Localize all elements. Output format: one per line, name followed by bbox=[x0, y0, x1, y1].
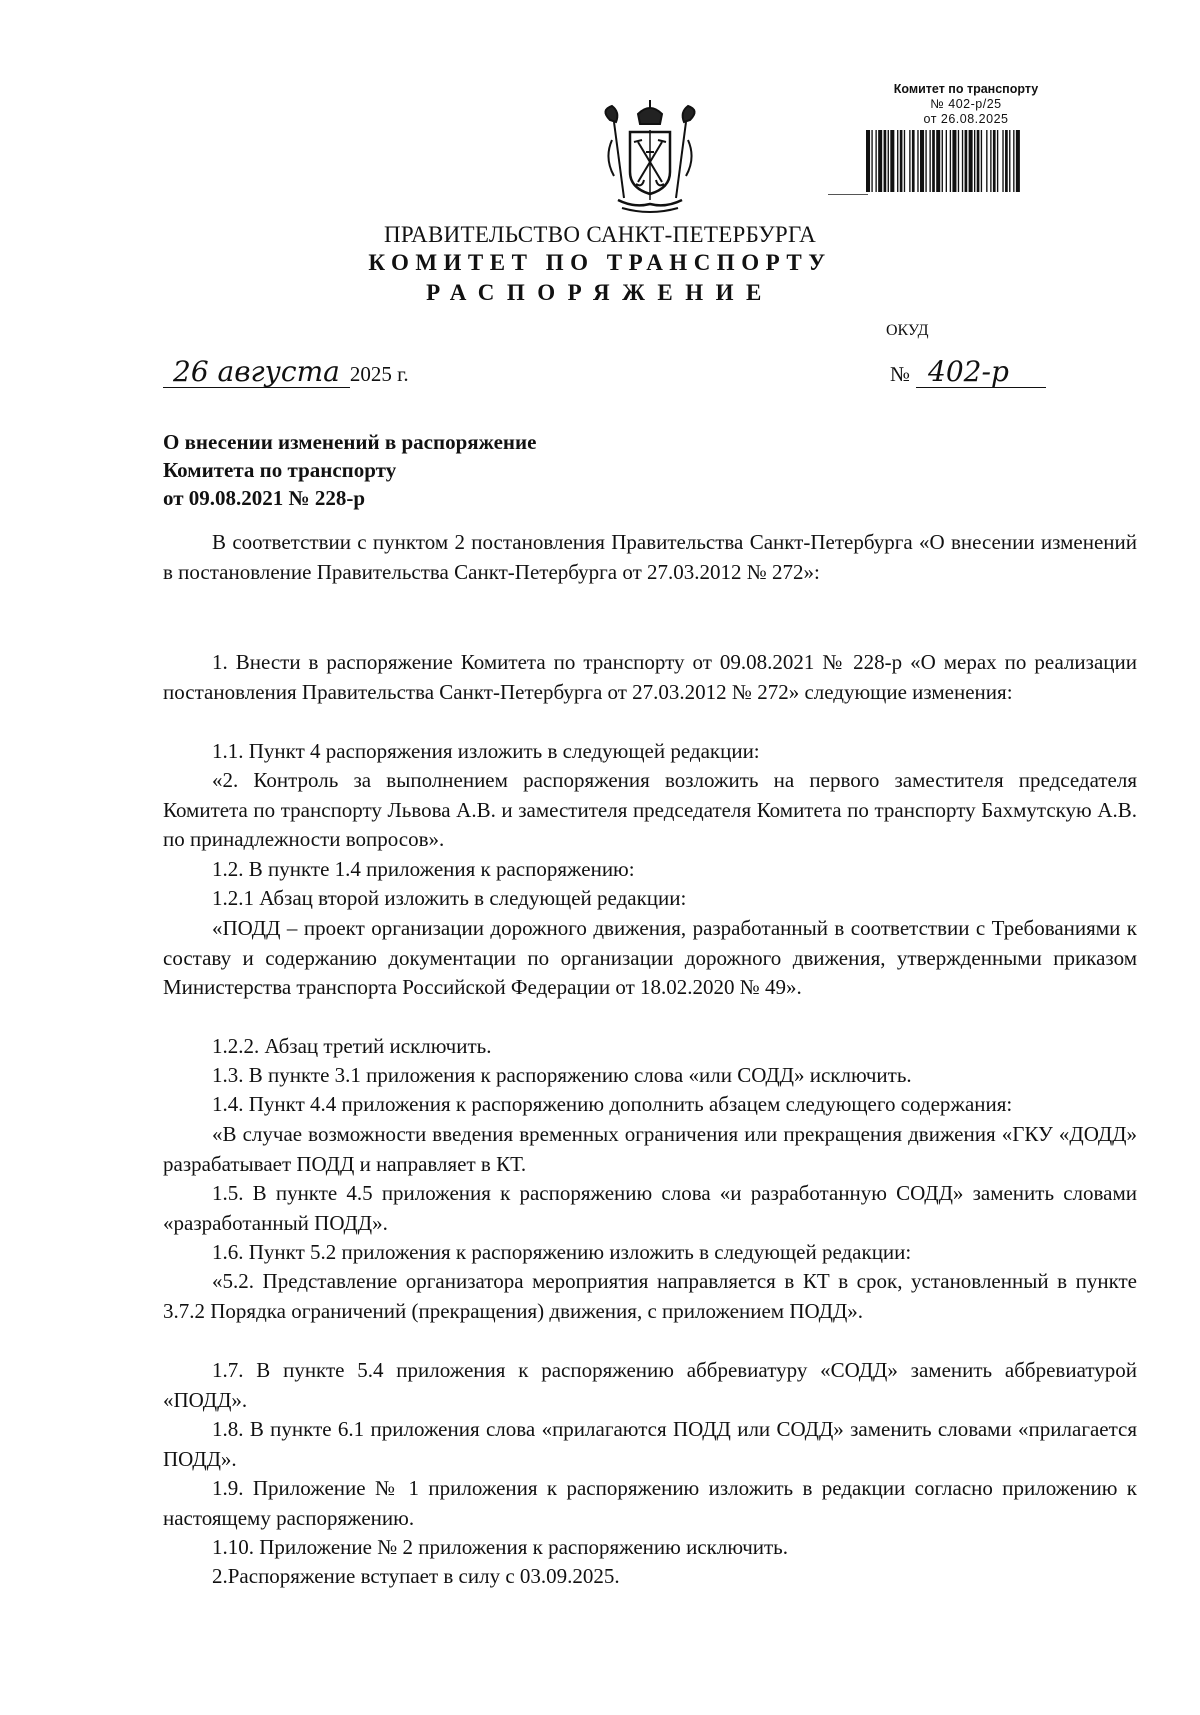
stamp-number: № 402-р/25 bbox=[930, 97, 1002, 111]
stamp-date: от 26.08.2025 bbox=[923, 112, 1009, 126]
paragraph-1-2-1: 1.2.1 Абзац второй изложить в следующей редакции: bbox=[212, 886, 687, 910]
document-type-heading: РАСПОРЯЖЕНИЕ bbox=[426, 280, 774, 305]
subject-line: О внесении изменений в распоряжение bbox=[163, 430, 537, 454]
barcode bbox=[866, 130, 1072, 192]
paragraph-1-2-1-quote: «ПОДД – проект организации дорожного движения, разработанный в соответствии с Требованиями к составу и содержанию документации по организации дорожного движения, утвержденными приказом Министерства транспорта Российской Федерации от 18.02.2020 № 49». bbox=[163, 916, 1137, 999]
barcode-underline bbox=[828, 194, 868, 195]
preamble-paragraph: В соответствии с пунктом 2 постановления Правительства Санкт-Петербурга «О внесении изменений в постановление Правительства Санкт-Петербурга от 27.03.2012 № 272»: bbox=[163, 530, 1137, 584]
paragraph-1-4: 1.4. Пункт 4.4 приложения к распоряжению дополнить абзацем следующего содержания: bbox=[212, 1092, 1013, 1116]
paragraph-1: 1. Внести в распоряжение Комитета по транспорту от 09.08.2021 № 228-р «О мерах по реализации постановления Правительства Санкт-Петербурга от 27.03.2012 № 272» следующие изменения: bbox=[163, 650, 1137, 704]
committee-heading: КОМИТЕТ ПО ТРАНСПОРТУ bbox=[368, 250, 832, 275]
paragraph-1-2: 1.2. В пункте 1.4 приложения к распоряжению: bbox=[212, 857, 635, 881]
paragraph-1-3: 1.3. В пункте 3.1 приложения к распоряжению слова «или СОДД» исключить. bbox=[212, 1063, 912, 1087]
document-date bbox=[163, 357, 409, 388]
paragraph-1-5: 1.5. В пункте 4.5 приложения к распоряжению слова «и разработанную СОДД» заменить словами «разработанный ПОДД». bbox=[163, 1181, 1137, 1235]
paragraph-1-10: 1.10. Приложение № 2 приложения к распоряжению исключить. bbox=[212, 1535, 789, 1559]
registration-stamp bbox=[866, 82, 1066, 127]
stamp-title: Комитет по транспорту bbox=[893, 82, 1039, 96]
paragraph-1-8: 1.8. В пункте 6.1 приложения слова «прилагаются ПОДД или СОДД» заменить словами «прилагается ПОДД». bbox=[163, 1417, 1137, 1471]
paragraph-1-2-2: 1.2.2. Абзац третий исключить. bbox=[212, 1034, 492, 1058]
number-prefix: № bbox=[890, 362, 911, 386]
coat-of-arms-emblem bbox=[590, 100, 710, 216]
paragraph-1-9: 1.9. Приложение № 1 приложения к распоряжению изложить в редакции согласно приложению к настоящему распоряжению. bbox=[163, 1476, 1137, 1530]
handwritten-date: 26 августа bbox=[163, 357, 350, 388]
paragraph-2: 2.Распоряжение вступает в силу с 03.09.2025. bbox=[212, 1564, 620, 1588]
date-year: 2025 г. bbox=[349, 362, 409, 386]
paragraph-1-4-quote: «В случае возможности введения временных ограничения или прекращения движения «ГКУ «ДОДД» разрабатывает ПОДД и направляет в КТ. bbox=[163, 1122, 1137, 1176]
document-number bbox=[890, 357, 1046, 388]
paragraph-1-7: 1.7. В пункте 5.4 приложения к распоряжению аббревиатуру «СОДД» заменить аббревиатурой «ПОДД». bbox=[163, 1358, 1137, 1412]
okud-label: ОКУД bbox=[886, 322, 929, 339]
subject-line: Комитета по транспорту bbox=[163, 458, 397, 482]
paragraph-1-1-quote: «2. Контроль за выполнением распоряжения возложить на первого заместителя председателя Комитета по транспорту Львова А.В. и заместителя председателя Комитета по транспорту Бахмутскую А.В. по принадлежности вопросов». bbox=[163, 768, 1137, 851]
paragraph-1-6: 1.6. Пункт 5.2 приложения к распоряжению изложить в следующей редакции: bbox=[212, 1240, 912, 1264]
paragraph-1-6-quote: «5.2. Представление организатора мероприятия направляется в КТ в срок, установленный в пункте 3.7.2 Порядка ограничений (прекращения) движения, с приложением ПОДД». bbox=[163, 1269, 1137, 1323]
government-heading: ПРАВИТЕЛЬСТВО САНКТ-ПЕТЕРБУРГА bbox=[383, 222, 817, 247]
document-subject bbox=[163, 428, 536, 512]
paragraph-1-1: 1.1. Пункт 4 распоряжения изложить в следующей редакции: bbox=[212, 739, 760, 763]
subject-line: от 09.08.2021 № 228-р bbox=[163, 486, 366, 510]
handwritten-number: 402-р bbox=[916, 357, 1046, 388]
